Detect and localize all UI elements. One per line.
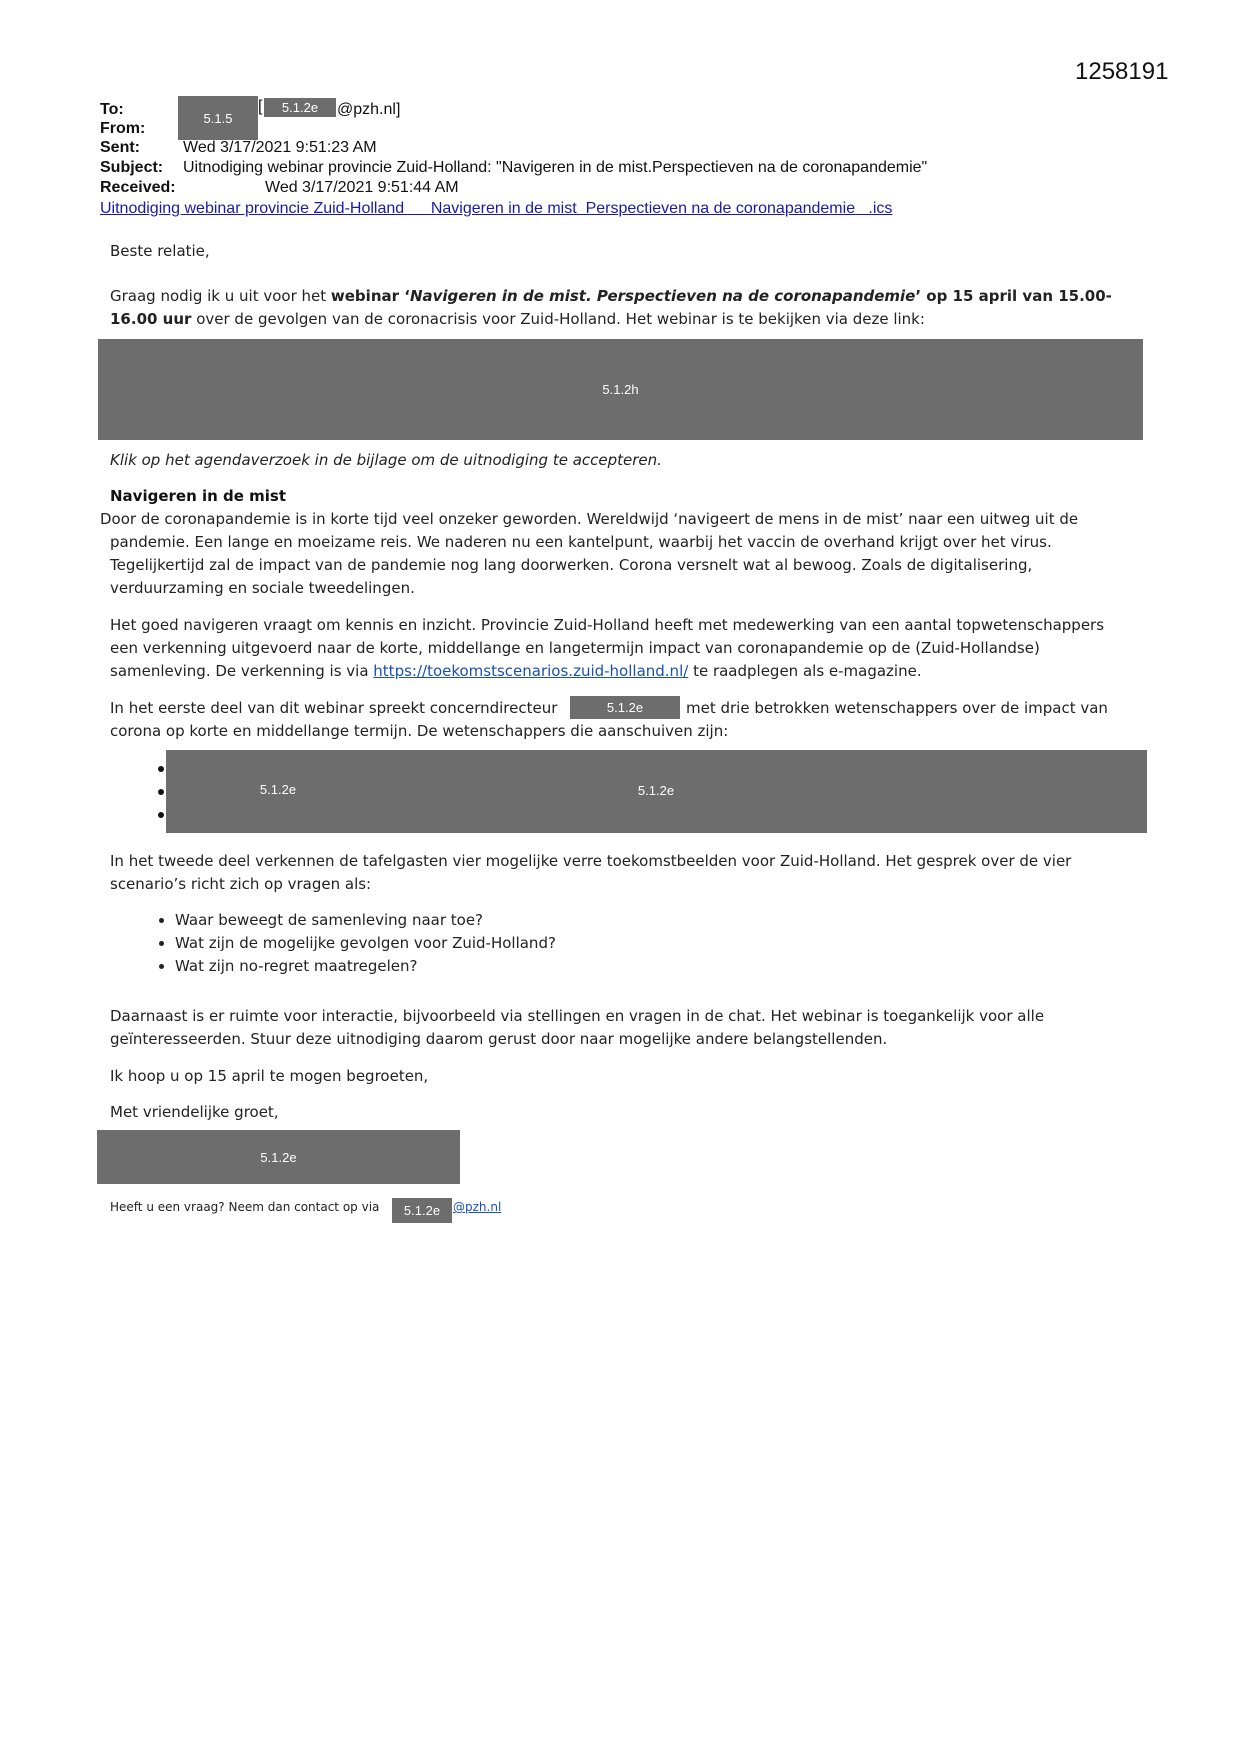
received-row <box>100 179 459 197</box>
list-item: • Wat zijn no-regret maatregelen? <box>175 955 556 978</box>
from-row <box>100 120 145 138</box>
section-title: Navigeren in de mist <box>110 487 287 505</box>
subject-row <box>100 159 927 177</box>
para3-middle: met drie betrokken wetenschappers over de impact van <box>686 699 1108 717</box>
redaction-to: 5.1.2e <box>264 98 336 117</box>
intro-e: over de gevolgen van de coronacrisis voor Zuid-Holland. Het webinar is te bekijken via deze link: <box>191 310 925 328</box>
redaction-webinar-link: 5.1.2h <box>98 339 1143 440</box>
sent-row <box>100 139 377 157</box>
sent-label: Sent: <box>100 139 140 156</box>
subject-value: Uitnodiging webinar provincie Zuid-Holland: "Navigeren in de mist.Perspectieven na de coronapandemie" <box>183 159 928 176</box>
para1-rest: pandemie. Een lange en moeizame reis. We naderen nu een kantelpunt, waarbij het vaccin de overhand krijgt over het virus. Tegelijkertijd zal de impact van de pandemie nog lang doorwerken. Corona versnelt wat al bewoog. Zoals de digitalisering, verduurzaming en sociale tweedelingen. <box>110 533 1052 597</box>
closing-line: Met vriendelijke groet, <box>110 1103 279 1121</box>
redaction-director: 5.1.2e <box>570 696 680 719</box>
received-value: Wed 3/17/2021 9:51:44 AM <box>265 179 459 196</box>
redaction-scientists-label-1: 5.1.2e <box>259 781 297 797</box>
webinar-title: Navigeren in de mist. Perspectieven na de coronapandemie <box>409 287 916 305</box>
list-item: • Waar beweegt de samenleving naar toe? <box>175 909 556 932</box>
bullet-dot <box>158 789 164 795</box>
from-label: From: <box>100 120 146 137</box>
to-bracket: [ <box>258 98 263 115</box>
sent-value: Wed 3/17/2021 9:51:23 AM <box>183 139 377 156</box>
para4: In het tweede deel verkennen de tafelgasten vier mogelijke verre toekomstbeelden voor Zuid-Holland. Het gesprek over de vier scenario’s richt zich op vragen als: <box>110 852 1072 893</box>
to-label: To: <box>100 101 124 118</box>
list-item: • Wat zijn de mogelijke gevolgen voor Zuid-Holland? <box>175 932 556 955</box>
bullet-dot <box>158 812 164 818</box>
contact-email-link[interactable]: @pzh.nl <box>453 1200 502 1214</box>
accept-note: Klik op het agendaverzoek in de bijlage om de uitnodiging te accepteren. <box>110 451 662 469</box>
subject-label: Subject: <box>100 159 164 176</box>
para5: Daarnaast is er ruimte voor interactie, bijvoorbeeld via stellingen en vragen in de chat. Het webinar is toegankelijk voor alle geïnteresseerden. Stuur deze uitnodiging daarom gerust door naar mogelijke andere belangstellenden. <box>110 1007 1045 1048</box>
redaction-from: 5.1.5 <box>178 96 258 140</box>
question-list <box>150 909 556 978</box>
to-domain: @pzh.nl] <box>337 101 401 118</box>
redaction-scientists-label-2: 5.1.2e <box>637 782 675 798</box>
bullet-dot <box>158 766 164 772</box>
intro-a: Graag nodig ik u uit voor het <box>110 287 331 305</box>
contact-line: Heeft u een vraag? Neem dan contact op via <box>110 1200 380 1214</box>
redaction-signature: 5.1.2e <box>97 1130 460 1184</box>
redaction-contact: 5.1.2e <box>392 1198 452 1223</box>
para1-first-line: Door de coronapandemie is in korte tijd veel onzeker geworden. Wereldwijd ‘navigeert de mens in de mist’ naar een uitweg uit de <box>100 510 1079 528</box>
intro-paragraph <box>110 285 1130 331</box>
scenarios-link[interactable]: https://toekomstscenarios.zuid-holland.nl/ <box>373 662 689 680</box>
document-id: 1258191 <box>1075 58 1169 85</box>
para3-start: In het eerste deel van dit webinar spreekt concerndirecteur <box>110 699 558 717</box>
attachment-link[interactable]: Uitnodiging webinar provincie Zuid-Holland Navigeren in de mist Perspectieven na de coronapandemie .ics <box>100 200 893 217</box>
hope-line: Ik hoop u op 15 april te mogen begroeten, <box>110 1067 429 1085</box>
para3-end: corona op korte en middellange termijn. De wetenschappers die aanschuiven zijn: <box>110 722 729 740</box>
greeting: Beste relatie, <box>110 242 210 260</box>
to-row <box>100 101 124 119</box>
intro-b: webinar ‘ <box>330 287 410 305</box>
intro-d: ’ op 15 april van 15.00-16.00 uur <box>110 287 1112 328</box>
para2: Het goed navigeren vraagt om kennis en inzicht. Provincie Zuid-Holland heeft met medewerking van een aantal topwetenschappers een verkenning uitgevoerd naar de korte, middellange en langetermijn impact van coronapandemie op de (Zuid-Hollandse) samenleving. De verkenning is via https://toekomstscenarios.zuid-holland.nl/ te raadplegen als e-magazine. <box>110 616 1105 680</box>
received-label: Received: <box>100 179 176 196</box>
